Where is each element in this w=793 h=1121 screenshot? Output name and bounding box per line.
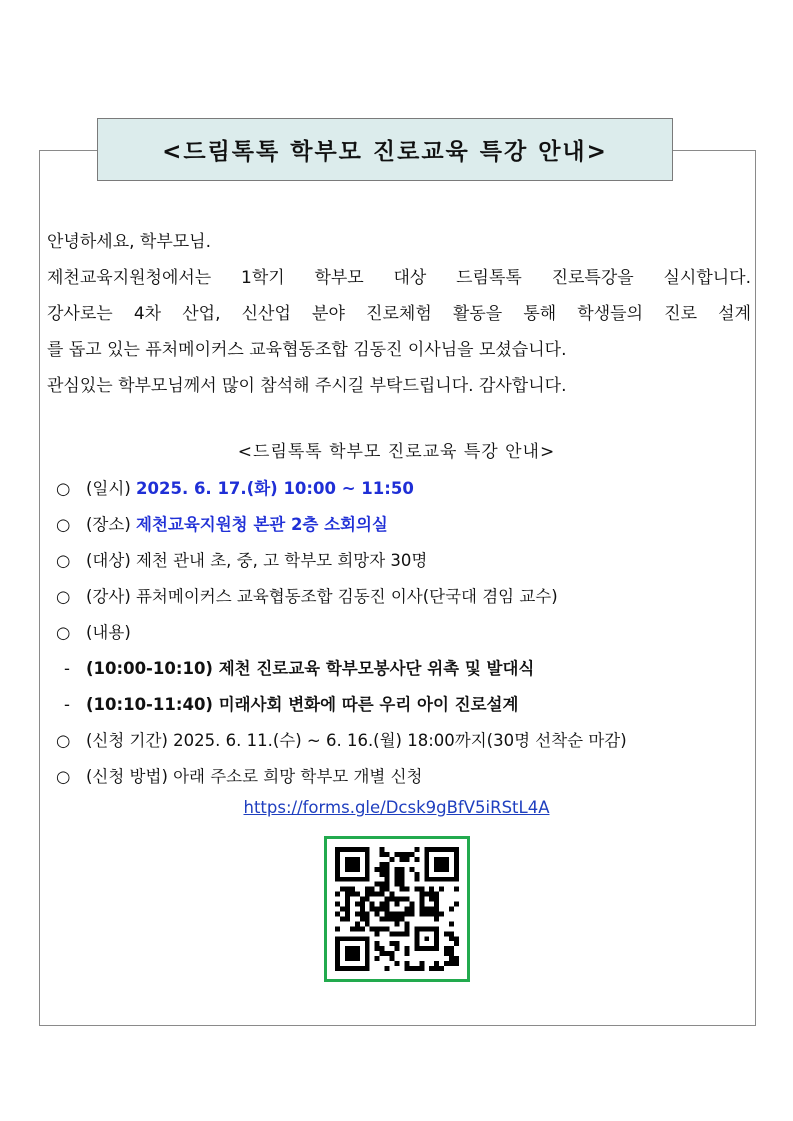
lecturer-text: (강사) 퓨처메이커스 교육협동조합 김동진 이사(단국대 겸임 교수) <box>86 587 558 606</box>
list-item-lecturer <box>56 579 756 615</box>
apply-period-text: (신청 기간) 2025. 6. 11.(수) ~ 6. 16.(월) 18:00까지(30명 선착순 마감) <box>86 731 627 750</box>
date-value: 2025. 6. 17.(화) 10:00 ~ 11:50 <box>136 479 414 498</box>
bullet-icon: ○ <box>56 515 71 534</box>
content-text: (내용) <box>86 623 131 642</box>
list-item-target <box>56 543 756 579</box>
intro-line-3: 강사로는 4차 산업, 신산업 분야 진로체험 활동을 통해 학생들의 진로 설계 <box>47 304 751 324</box>
list-item-apply-period <box>56 723 756 759</box>
list-item-date <box>56 471 756 507</box>
intro-text <box>47 224 751 404</box>
intro-line-1: 안녕하세요, 학부모님. <box>47 232 212 252</box>
intro-line-2: 제천교육지원청에서는 1학기 학부모 대상 드림톡톡 진로특강을 실시합니다. <box>47 268 751 288</box>
place-value: 제천교육지원청 본관 2층 소회의실 <box>136 515 388 534</box>
target-text: (대상) 제천 관내 초, 중, 고 학부모 희망자 30명 <box>86 551 428 570</box>
bullet-icon: ○ <box>56 551 71 570</box>
bullet-icon: ○ <box>56 767 71 786</box>
program-2-text: (10:10-11:40) 미래사회 변화에 따른 우리 아이 진로설계 <box>86 695 519 714</box>
dash-icon: - <box>64 695 70 714</box>
program-1-text: (10:00-10:10) 제천 진로교육 학부모봉사단 위촉 및 발대식 <box>86 659 535 678</box>
list-item-apply-method <box>56 759 756 795</box>
program-item-2 <box>56 687 756 723</box>
bullet-icon: ○ <box>56 731 71 750</box>
place-label: (장소) <box>86 515 131 534</box>
intro-line-5: 관심있는 학부모님께서 많이 참석해 주시길 부탁드립니다. 감사합니다. <box>47 376 567 396</box>
bullet-icon: ○ <box>56 623 71 642</box>
title-banner <box>97 118 673 181</box>
apply-method-text: (신청 방법) 아래 주소로 희망 학부모 개별 신청 <box>86 767 423 786</box>
application-link[interactable]: https://forms.gle/Dcsk9gBfV5iRStL4A <box>243 798 550 817</box>
qr-code <box>324 836 470 982</box>
bullet-icon: ○ <box>56 479 71 498</box>
details-list <box>56 471 756 795</box>
section-title: <드림톡톡 학부모 진로교육 특강 안내> <box>237 442 556 462</box>
qr-code-icon <box>335 847 459 971</box>
program-item-1 <box>56 651 756 687</box>
page-title: <드림톡톡 학부모 진로교육 특강 안내> <box>162 139 608 165</box>
intro-line-4: 를 돕고 있는 퓨처메이커스 교육협동조합 김동진 이사님을 모셨습니다. <box>47 340 567 360</box>
bullet-icon: ○ <box>56 587 71 606</box>
date-label: (일시) <box>86 479 131 498</box>
list-item-place <box>56 507 756 543</box>
list-item-content <box>56 615 756 651</box>
dash-icon: - <box>64 659 70 678</box>
